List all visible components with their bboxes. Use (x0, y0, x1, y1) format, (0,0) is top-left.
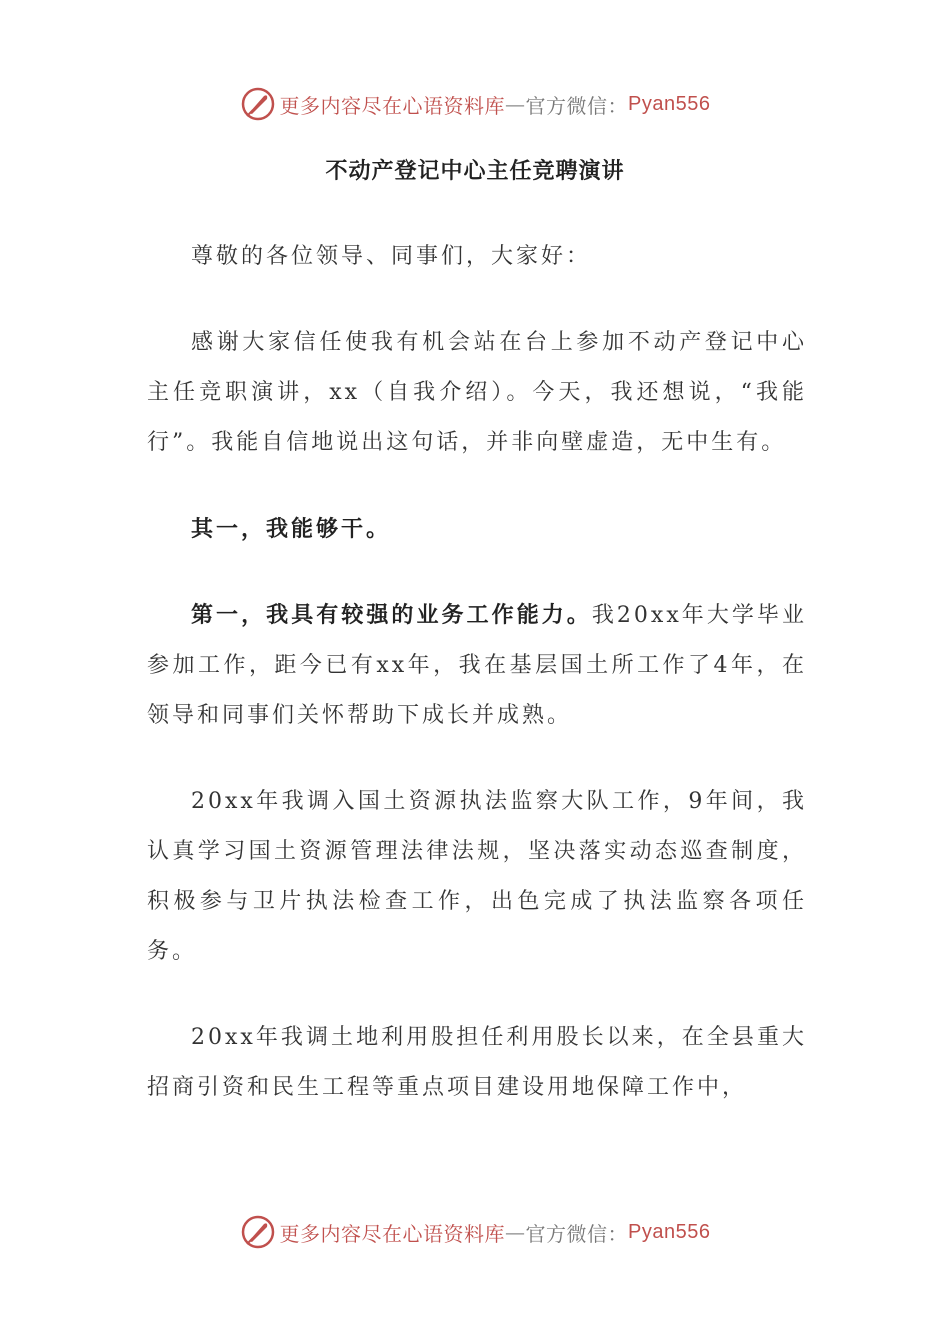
banner-wechat-id: Pyan556 (628, 1220, 711, 1243)
banner-prefix: 更多内容尽在心语资料库 (279, 93, 506, 118)
quill-logo-icon (240, 1214, 276, 1250)
section-heading: 其一，我能够干。 (191, 516, 392, 542)
enforcement-paragraph: 20xx年我调入国土资源执法监察大队工作，9年间，我认真学习国土资源管理法律法规，坚决落实动态巡查制度，积极参与卫片执法检查工作，出色完成了执法监察各项任务。 (147, 789, 807, 964)
document-title: 不动产登记中心主任竞聘演讲 (325, 158, 625, 184)
greeting-paragraph: 尊敬的各位领导、同事们，大家好： (191, 244, 592, 269)
point1-paragraph (147, 590, 807, 741)
header-watermark-banner (0, 82, 950, 126)
point1-text: 我20xx年大学毕业参加工作，距今已有xx年，我在基层国土所工作了4年，在领导和同事们关怀帮助下成长并成熟。 (147, 603, 807, 728)
banner-separator: — (505, 92, 526, 116)
document-body (147, 232, 807, 1149)
banner-prefix: 更多内容尽在心语资料库 (279, 1221, 506, 1246)
banner-wechat-id: Pyan556 (628, 92, 711, 115)
banner-label: 官方微信： (525, 1221, 629, 1246)
land-use-paragraph: 20xx年我调土地利用股担任利用股长以来，在全县重大招商引资和民生工程等重点项目建设用地保障工作中， (147, 1025, 807, 1100)
intro-paragraph: 感谢大家信任使我有机会站在台上参加不动产登记中心主任竞职演讲，xx（自我介绍）。今天，我还想说，“我能行”。我能自信地说出这句话，并非向壁虚造，无中生有。 (147, 330, 807, 455)
banner-label: 官方微信： (525, 93, 629, 118)
banner-separator: — (505, 1220, 526, 1244)
footer-watermark-banner (0, 1210, 950, 1254)
point1-bold-lead: 第一，我具有较强的业务工作能力。 (191, 602, 592, 628)
quill-logo-icon (240, 86, 276, 122)
